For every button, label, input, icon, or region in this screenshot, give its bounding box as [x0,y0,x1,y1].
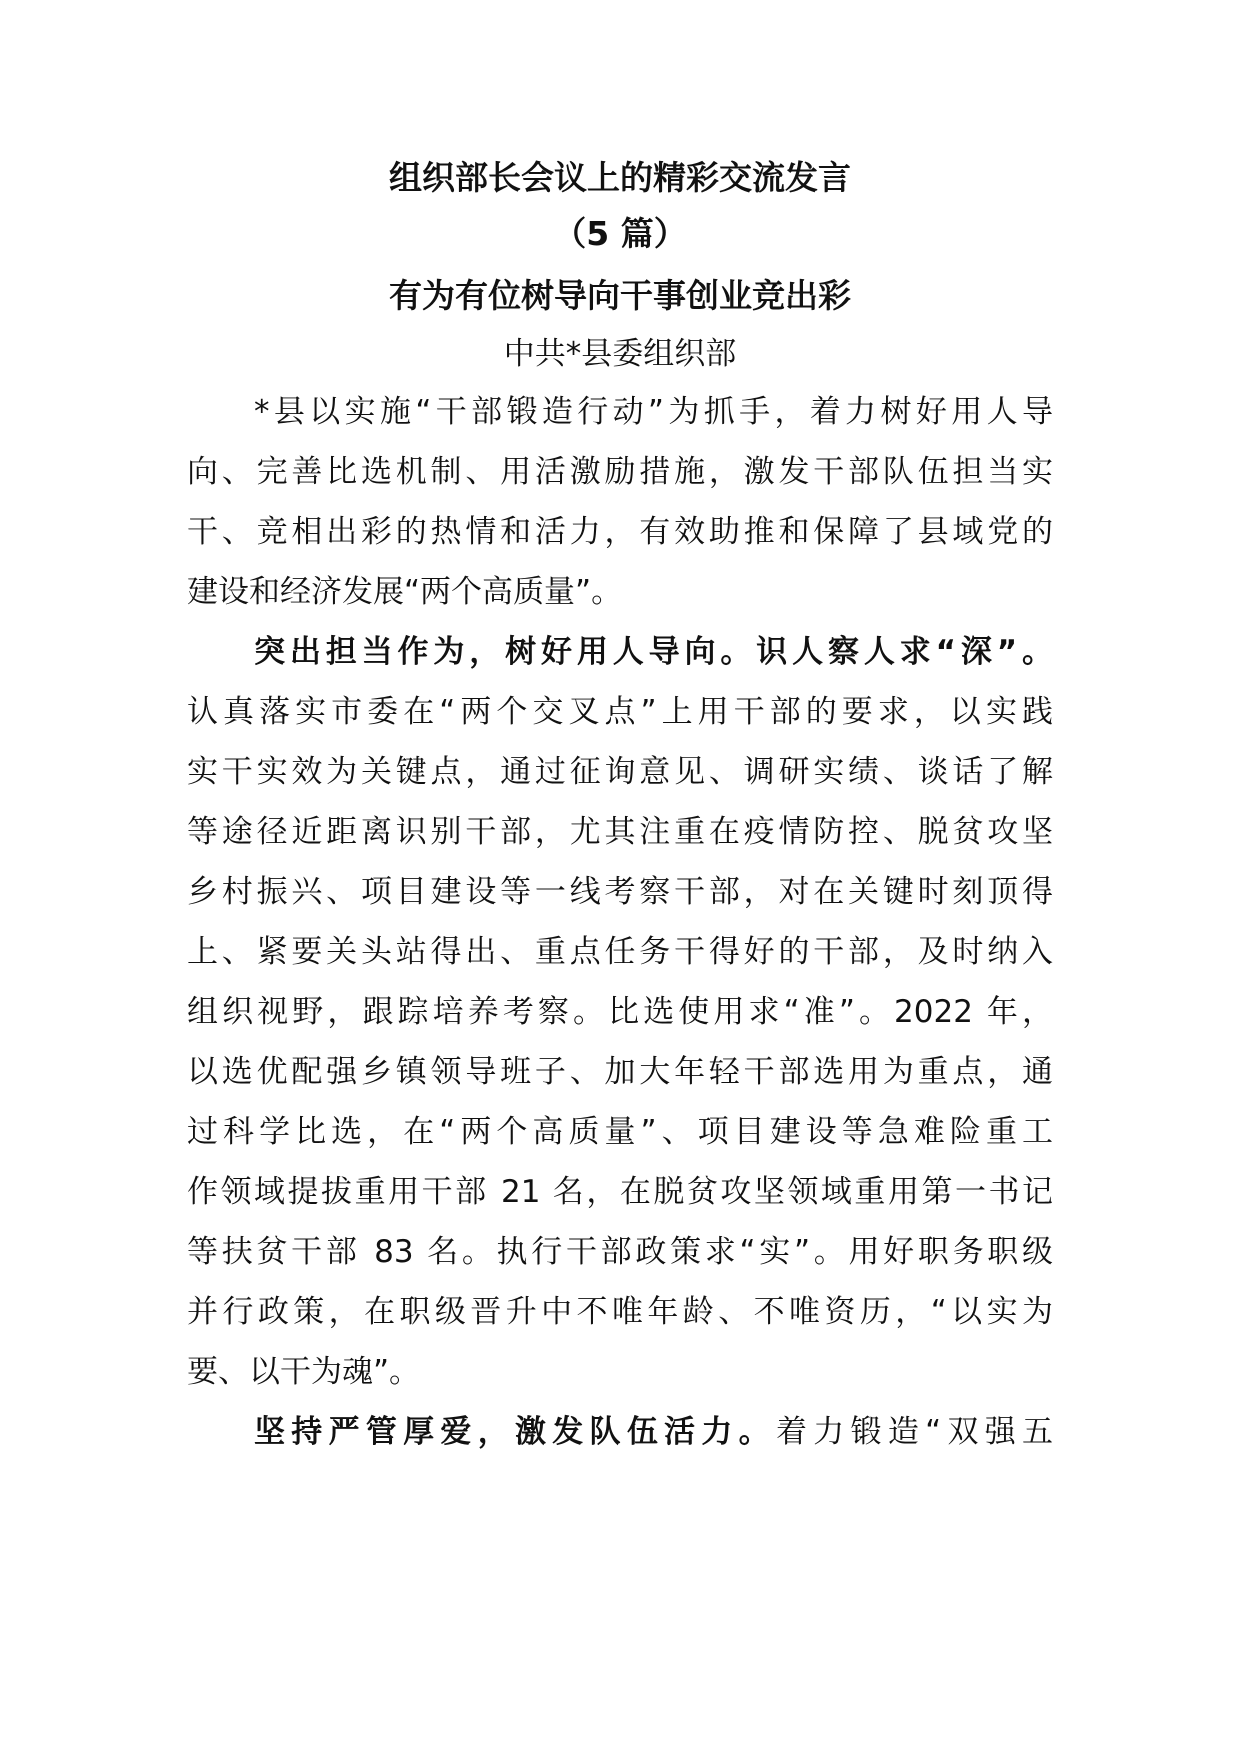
document-title: 组织部长会议上的精彩交流发言 [389,158,851,197]
paragraph-text: 着力锻造“双强五 [775,1414,1054,1450]
paragraph-line: 组织视野，跟踪培养考察。比选使用求“准”。2022 年， [187,994,1053,1030]
paragraph-line: *县以实施“干部锻造行动”为抓手，着力树好用人导 [254,394,1053,430]
paragraph-line: 干、竞相出彩的热情和活力，有效助推和保障了县域党的 [187,514,1053,550]
paragraph-line: 作领域提拔重用干部 21 名，在脱贫攻坚领域重用第一书记 [187,1174,1053,1210]
paragraph-line: 向、完善比选机制、用活激励措施，激发干部队伍担当实 [187,454,1053,490]
paragraph-line [254,1410,1053,1454]
paragraph-line: 并行政策，在职级晋升中不唯年龄、不唯资历，“以实为 [187,1294,1053,1330]
paragraph-line: 乡村振兴、项目建设等一线考察干部，对在关键时刻顶得 [187,874,1053,910]
section-heading: 坚持严管厚爱，激发队伍活力。 [254,1414,776,1450]
paragraph-line: 等途径近距离识别干部，尤其注重在疫情防控、脱贫攻坚 [187,814,1053,850]
paragraph-line: 以选优配强乡镇领导班子、加大年轻干部选用为重点，通 [187,1054,1053,1090]
paragraph-line: 上、紧要关头站得出、重点任务干得好的干部，及时纳入 [187,934,1053,970]
paragraph-line: 等扶贫干部 83 名。执行干部政策求“实”。用好职务职级 [187,1234,1053,1270]
paragraph-line: 实干实效为关键点，通过征询意见、调研实绩、谈话了解 [187,754,1053,790]
paragraph-line: 认真落实市委在“两个交叉点”上用干部的要求，以实践 [187,694,1053,730]
paragraph-line: 建设和经济发展“两个高质量”。 [187,574,623,610]
section-heading: 突出担当作为，树好用人导向。识人察人求“深”。 [254,634,1053,670]
document-subtitle: 有为有位树导向干事创业竞出彩 [389,276,851,315]
paragraph-line: 过科学比选，在“两个高质量”、项目建设等急难险重工 [187,1114,1053,1150]
document-author: 中共*县委组织部 [503,336,737,372]
document-title-count: （5 篇） [553,214,687,253]
paragraph-line: 要、以干为魂”。 [187,1354,421,1390]
